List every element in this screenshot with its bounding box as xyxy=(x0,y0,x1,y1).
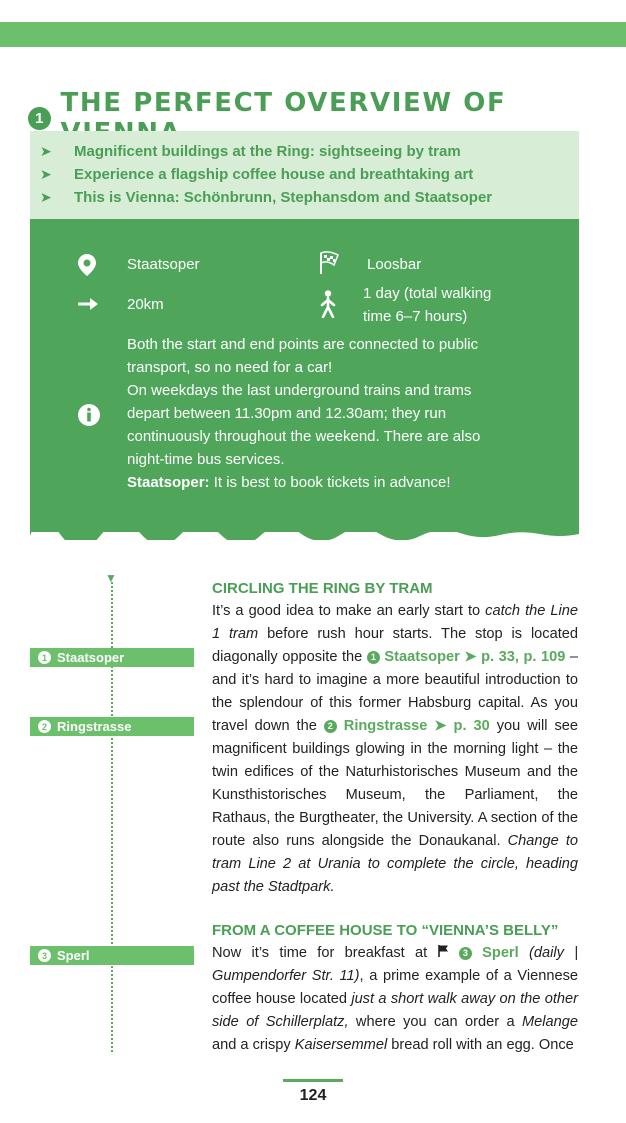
info-box-torn-edge xyxy=(30,528,579,540)
transport-note-line-2: transport, so no need for a car! xyxy=(127,359,333,376)
end-point: Loosbar xyxy=(367,256,422,273)
ringstrasse-link[interactable]: Ringstrasse ➤ p. 30 xyxy=(336,718,490,734)
tour-info-box xyxy=(30,219,579,532)
stop-tag-ringstrasse: 2 Ringstrasse xyxy=(30,717,194,736)
highlights-box xyxy=(30,131,579,219)
page-title: THE PERFECT OVERVIEW OF xyxy=(60,88,507,118)
section-heading: CIRCLING THE RING BY TRAM xyxy=(212,580,433,597)
flag-icon xyxy=(438,945,449,961)
walking-person-icon xyxy=(319,290,337,323)
section-paragraph: Now it’s time for breakfast at 3 Sperl (daily | Gumpendorfer Str. 11), a prime example of a Viennese coffee house located just a short walk away on the other side of Schillerplatz, where you can order a Melange and a crispy Kaisersemmel bread roll with an egg. Once xyxy=(212,945,578,1053)
location-pin-icon xyxy=(78,254,96,281)
arrow-icon: ➤ xyxy=(40,166,52,182)
stop-number-badge: 3 xyxy=(459,947,472,960)
stop-tag-sperl: 3 Sperl xyxy=(30,946,194,965)
arrow-right-icon xyxy=(78,294,98,315)
duration-line-2: time 6–7 hours) xyxy=(363,308,468,325)
section-circling-the-ring xyxy=(212,577,578,899)
page-number-rule xyxy=(283,1079,343,1082)
stop-number-badge: 2 xyxy=(324,720,337,733)
highlight-item: ➤ Magnificent buildings at the Ring: sightseeing by tram xyxy=(40,143,461,160)
staatsoper-link[interactable]: Staatsoper ➤ p. 33, p. 109 xyxy=(379,649,566,665)
booking-tip: Staatsoper: It is best to book tickets in advance! xyxy=(127,474,451,491)
duration-line-1: 1 day (total walking xyxy=(363,285,492,302)
page-number: 124 xyxy=(299,1087,327,1104)
transport-note-line-5: continuously throughout the weekend. There are also xyxy=(127,428,481,445)
section-paragraph: It’s a good idea to make an early start to catch the Line 1 tram before rush hour starts. The stop is located diagonally opposite the 1 Staatsoper ➤ p. 33, p. 109 – and it’s hard to imagine a more beautiful introduction to the splendour of this former Habsburg capital. As you travel down the 2 Ringstrasse ➤ p. 30 you will see magnificent buildings glowing in the morning light – the twin edifices of the Naturhistorisches Museum and the Kunsthistorisches Museum, the Parliament, the Rathaus, the Burgtheater, the University. A section of the route also runs alongside the Donaukanal. Change to tram Line 2 at Urania to complete the circle, heading past the Stadtpark. xyxy=(212,603,579,895)
highlight-item: ➤ Experience a flagship coffee house and breathtaking art xyxy=(40,166,474,183)
distance: 20km xyxy=(127,296,164,313)
info-icon xyxy=(78,404,100,431)
arrow-icon: ➤ xyxy=(40,189,52,205)
top-color-bar xyxy=(0,22,626,47)
transport-note-line-1: Both the start and end points are connected to public xyxy=(127,336,479,353)
transport-note-line-6: night-time bus services. xyxy=(127,451,285,468)
highlight-item: ➤ This is Vienna: Schönbrunn, Stephansdom and Staatsoper xyxy=(40,189,493,206)
start-point: Staatsoper xyxy=(127,256,200,273)
section-coffee-house xyxy=(212,919,578,1057)
transport-note-line-4: depart between 11.30pm and 12.30am; they run xyxy=(127,405,447,422)
timeline-start-arrow-icon: ▼ xyxy=(105,571,117,585)
sperl-link[interactable]: Sperl xyxy=(471,945,519,961)
tour-number-badge: 1 xyxy=(28,107,51,130)
stop-tag-staatsoper: 1 Staatsoper xyxy=(30,648,194,667)
arrow-icon: ➤ xyxy=(40,143,52,159)
transport-note-line-3: On weekdays the last underground trains and trams xyxy=(127,382,472,399)
stop-number-badge: 1 xyxy=(367,651,380,664)
section-heading: FROM A COFFEE HOUSE TO “VIENNA’S BELLY” xyxy=(212,922,559,939)
finish-flag-icon xyxy=(318,251,340,280)
